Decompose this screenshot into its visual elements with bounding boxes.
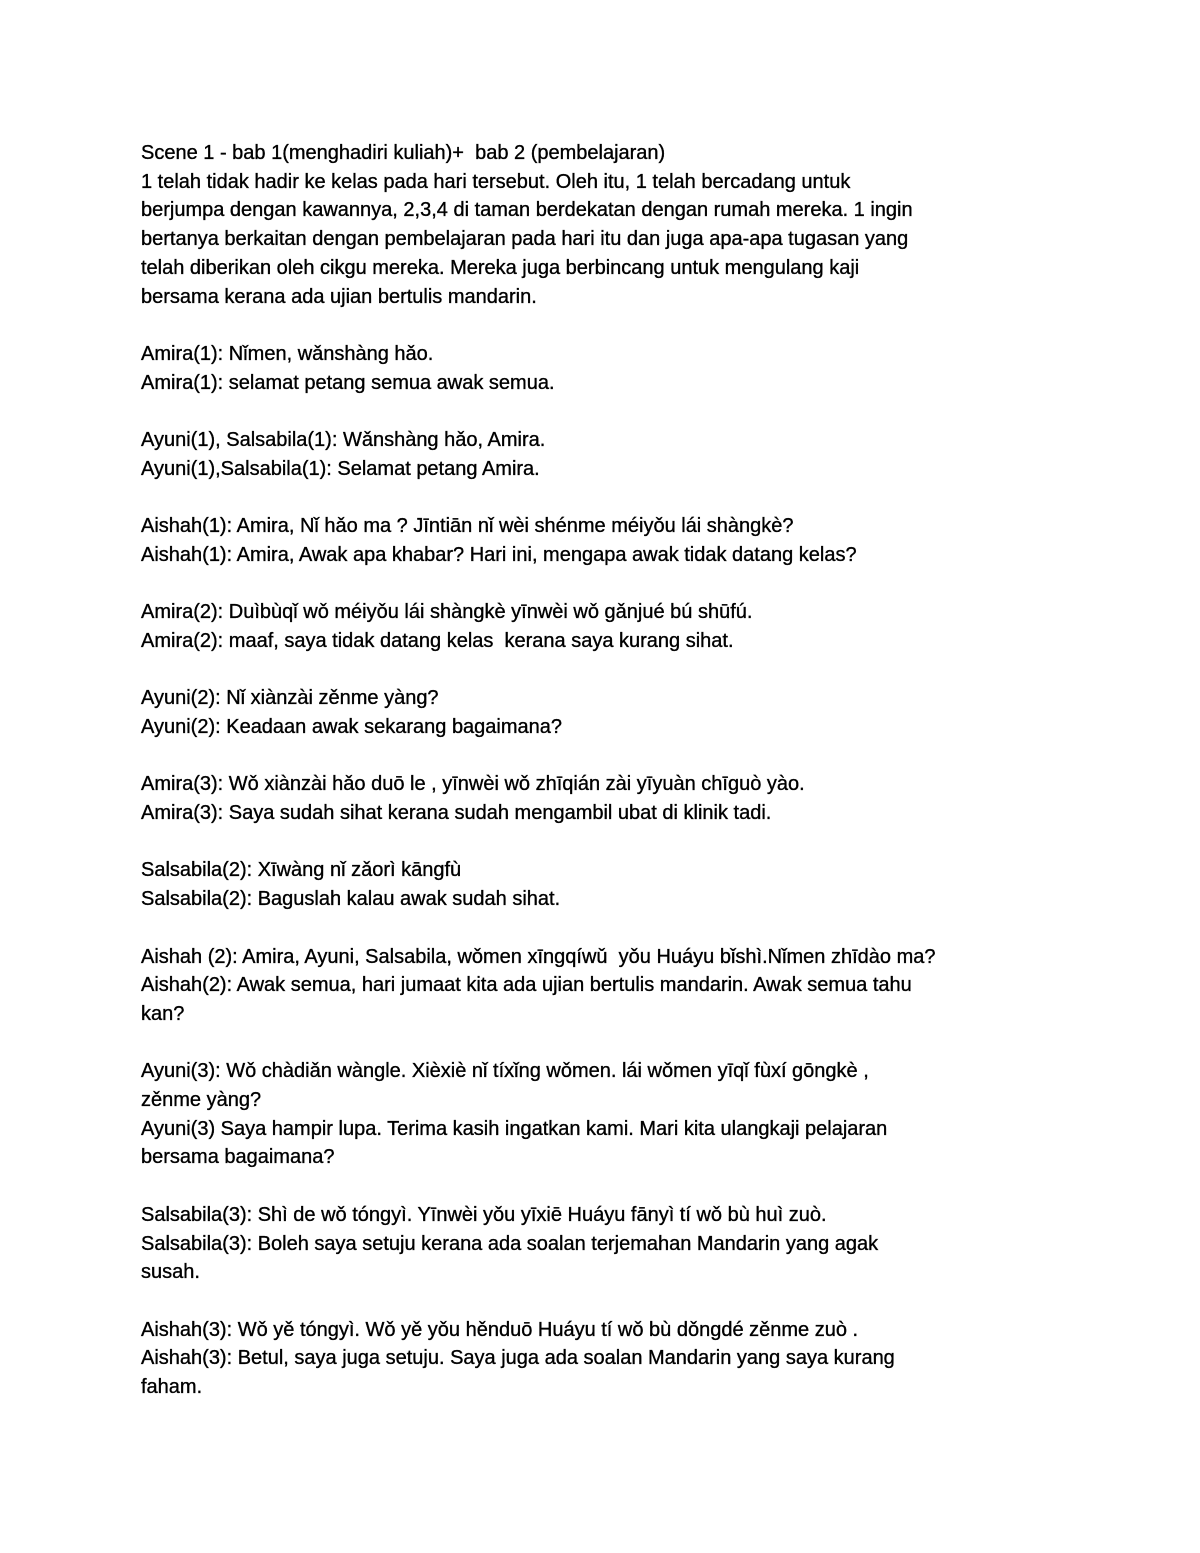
- dialogue-block: [141, 1201, 1061, 1287]
- dialogue-line: Amira(3): Wǒ xiànzài hǎo duō le , yīnwèi wǒ zhīqián zài yīyuàn chīguò yào.: [141, 773, 805, 796]
- dialogue-line: Salsabila(2): Xīwàng nǐ zǎorì kāngfù: [141, 859, 462, 882]
- dialogue-line: Aishah (2): Amira, Ayuni, Salsabila, wǒmen xīngqíwǔ yǒu Huáyu bǐshì.Nǐmen zhīdào ma?: [141, 945, 936, 968]
- dialogue-line: Salsabila(3): Shì de wǒ tóngyì. Yīnwèi yǒu yīxiē Huáyu fānyì tí wǒ bù huì zuò.: [141, 1203, 827, 1226]
- dialogue-block: [141, 340, 1061, 397]
- dialogue-line: Aishah(2): Awak semua, hari jumaat kita ada ujian bertulis mandarin. Awak semua tahu: [141, 974, 912, 997]
- dialogue-block: [141, 1316, 1061, 1402]
- dialogue-line: Salsabila(2): Baguslah kalau awak sudah sihat.: [141, 888, 561, 911]
- intro-section: [141, 139, 1061, 311]
- dialogue-line: faham.: [141, 1376, 203, 1399]
- scene-heading: Scene 1 - bab 1(menghadiri kuliah)+ bab 2 (pembelajaran): [141, 142, 666, 164]
- dialogue-line: Ayuni(1), Salsabila(1): Wǎnshàng hǎo, Amira.: [141, 429, 546, 451]
- dialogue-block: [141, 856, 1061, 913]
- dialogue-line: zěnme yàng?: [141, 1089, 262, 1112]
- dialogue-line: Ayuni(1),Salsabila(1): Selamat petang Amira.: [141, 457, 540, 480]
- dialogue-line: Amira(1): Nǐmen, wǎnshàng hǎo.: [141, 342, 434, 365]
- dialogue-line: Aishah(1): Amira, Nǐ hǎo ma ? Jīntiān nǐ wèi shénme méiyǒu lái shàngkè?: [141, 515, 794, 538]
- dialogue-block: [141, 598, 1061, 655]
- intro-line: 1 telah tidak hadir ke kelas pada hari tersebut. Oleh itu, 1 telah bercadang untuk: [141, 170, 851, 193]
- document-page: [141, 139, 1061, 1402]
- intro-line: bertanya berkaitan dengan pembelajaran pada hari itu dan juga apa-apa tugasan yang: [141, 228, 909, 251]
- dialogue-line: Amira(3): Saya sudah sihat kerana sudah mengambil ubat di klinik tadi.: [141, 802, 772, 825]
- dialogue-block: [141, 512, 1061, 569]
- dialogue-block: [141, 943, 1061, 1029]
- dialogue-line: Ayuni(2): Nǐ xiànzài zěnme yàng?: [141, 687, 439, 710]
- intro-line: berjumpa dengan kawannya, 2,3,4 di taman berdekatan dengan rumah mereka. 1 ingin: [141, 199, 913, 222]
- dialogue-line: Ayuni(3): Wǒ chàdiǎn wàngle. Xièxiè nǐ tíxǐng wǒmen. lái wǒmen yīqǐ fùxí gōngkè ,: [141, 1060, 869, 1083]
- dialogue-line: Salsabila(3): Boleh saya setuju kerana ada soalan terjemahan Mandarin yang agak: [141, 1232, 879, 1255]
- dialogue-line: Amira(2): maaf, saya tidak datang kelas kerana saya kurang sihat.: [141, 629, 734, 652]
- dialogue-line: susah.: [141, 1261, 200, 1284]
- dialogue-line: Amira(1): selamat petang semua awak semua.: [141, 371, 555, 394]
- dialogue-line: kan?: [141, 1002, 185, 1025]
- intro-line: bersama kerana ada ujian bertulis mandarin.: [141, 285, 537, 308]
- dialogue-line: Amira(2): Duìbùqǐ wǒ méiyǒu lái shàngkè yīnwèi wǒ gǎnjué bú shūfú.: [141, 601, 753, 624]
- dialogue-line: Ayuni(3) Saya hampir lupa. Terima kasih ingatkan kami. Mari kita ulangkaji pelajaran: [141, 1117, 888, 1140]
- dialogue-line: bersama bagaimana?: [141, 1146, 335, 1169]
- dialogue-line: Aishah(1): Amira, Awak apa khabar? Hari ini, mengapa awak tidak datang kelas?: [141, 543, 857, 566]
- dialogue-block: [141, 1057, 1061, 1172]
- intro-line: telah diberikan oleh cikgu mereka. Mereka juga berbincang untuk mengulang kaji: [141, 256, 860, 279]
- dialogue-line: Ayuni(2): Keadaan awak sekarang bagaimana?: [141, 715, 563, 738]
- dialogue-block: [141, 426, 1061, 483]
- dialogue-block: [141, 684, 1061, 741]
- dialogue-block: [141, 770, 1061, 827]
- dialogue-line: Aishah(3): Wǒ yě tóngyì. Wǒ yě yǒu hěnduō Huáyu tí wǒ bù dǒngdé zěnme zuò .: [141, 1318, 859, 1341]
- dialogue-line: Aishah(3): Betul, saya juga setuju. Saya juga ada soalan Mandarin yang saya kurang: [141, 1347, 895, 1370]
